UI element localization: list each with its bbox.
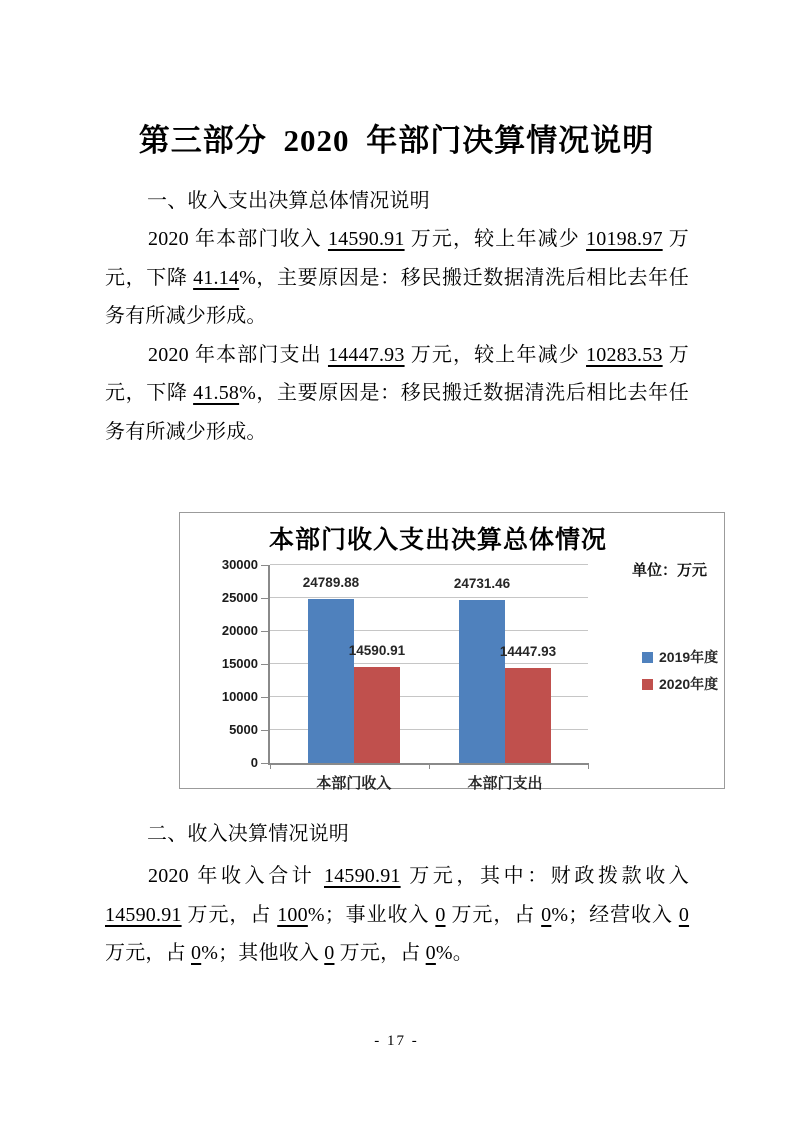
- y-axis-tick-label: 30000: [221, 557, 258, 572]
- page-title: 第三部分 2020 年部门决算情况说明: [138, 122, 655, 158]
- section-2-heading: 二、收入决算情况说明: [147, 823, 349, 845]
- legend-swatch-icon: [642, 652, 653, 663]
- bar-group: [302, 575, 406, 763]
- x-tick-mark: [270, 763, 271, 769]
- underlined-value: 0: [191, 942, 202, 965]
- y-tick-mark: [261, 664, 268, 665]
- y-axis-tick-label: 20000: [221, 623, 258, 638]
- section-2-body: [105, 857, 689, 973]
- legend-label: 2020年度: [659, 676, 719, 692]
- section-1-body: [105, 220, 689, 452]
- section-1-heading: 一、收入支出决算总体情况说明: [147, 190, 430, 212]
- text-run: %，主要原因是：移民搬迁数据清洗后相比去年任务有所减少形成。: [105, 266, 690, 328]
- y-tick-mark: [261, 598, 268, 599]
- bar-2019年度: [308, 599, 354, 763]
- paragraph-revenue-detail: [105, 857, 689, 973]
- y-tick-mark: [261, 565, 268, 566]
- text-run: 万元，其中：财政拨款收入: [400, 865, 689, 887]
- text-run: 万元，占: [105, 942, 191, 965]
- bar-2020年度: [505, 668, 551, 763]
- paragraph-income: [105, 220, 689, 336]
- y-axis-tick-label: 10000: [221, 689, 258, 704]
- underlined-value: 0: [324, 942, 335, 965]
- text-run: 万元，较上年减少: [404, 343, 587, 366]
- y-tick-mark: [261, 631, 268, 632]
- chart-unit-label: 单位：万元: [632, 562, 708, 579]
- underlined-value: 0: [541, 903, 552, 926]
- text-run: 2020 年收入合计: [148, 865, 324, 887]
- text-run: %，主要原因是：移民搬迁数据清洗后相比去年任务有所减少形成。: [105, 382, 690, 443]
- bar-value-label: 14590.91: [348, 642, 406, 658]
- bar-value-label: 14447.93: [499, 643, 557, 659]
- chart-title: 本部门收入支出决算总体情况: [268, 526, 607, 554]
- text-run: %。: [435, 942, 473, 965]
- text-run: %；其他收入: [201, 942, 325, 965]
- bar-group: [453, 575, 557, 763]
- text-run: 万元，占: [181, 903, 278, 926]
- underlined-value: 10283.53: [586, 343, 663, 366]
- legend-swatch-icon: [642, 679, 653, 690]
- page-number: - 17 -: [374, 1033, 419, 1049]
- x-tick-mark: [429, 763, 430, 769]
- bar-slot: [499, 643, 557, 763]
- underlined-value: 41.58: [193, 382, 240, 405]
- underlined-value: 41.14: [193, 266, 240, 289]
- text-run: %；事业收入: [307, 903, 436, 926]
- text-run: 万元，占: [334, 942, 426, 965]
- category-label: 本部门收入: [316, 775, 392, 792]
- section-1: [105, 182, 689, 221]
- text-run: 万元，下降: [105, 343, 690, 405]
- bar-slot: [453, 575, 511, 763]
- category-label: 本部门支出: [467, 775, 543, 792]
- bar-2019年度: [459, 600, 505, 763]
- underlined-value: 14590.91: [327, 228, 405, 250]
- text-run: 万元，下降: [105, 228, 690, 289]
- y-axis-tick-label: 25000: [221, 590, 258, 605]
- underlined-value: 14590.91: [105, 903, 182, 926]
- y-gridline: [270, 564, 588, 565]
- y-axis-tick-label: 15000: [221, 656, 258, 671]
- underlined-value: 100: [277, 903, 308, 926]
- bar-2020年度: [354, 667, 400, 763]
- chart-plot-area: [221, 557, 588, 792]
- y-gridline: [270, 597, 588, 598]
- text-run: 2020 年本部门收入: [148, 228, 328, 250]
- legend-label: 2019年度: [659, 649, 719, 665]
- x-tick-mark: [588, 763, 589, 769]
- underlined-value: 0: [425, 942, 436, 965]
- bar-value-label: 24789.88: [302, 575, 360, 591]
- underlined-value: 14447.93: [327, 343, 405, 366]
- underlined-value: 14590.91: [324, 865, 401, 887]
- budget-bar-chart: [179, 512, 725, 792]
- legend-item: [642, 674, 718, 694]
- text-run: %；经营收入: [551, 903, 679, 926]
- y-axis-tick-label: 5000: [229, 722, 258, 737]
- underlined-value: 0: [678, 903, 690, 926]
- y-axis-tick-label: 0: [250, 755, 258, 770]
- text-run: 2020 年本部门支出: [148, 343, 328, 366]
- chart-legend: [642, 647, 718, 694]
- section-2: [105, 815, 689, 854]
- paragraph-expenditure: [105, 336, 689, 452]
- y-tick-mark: [261, 763, 268, 764]
- bar-value-label: 24731.46: [453, 575, 511, 591]
- bar-slot: [302, 575, 360, 763]
- text-run: 万元，较上年减少: [404, 228, 587, 250]
- legend-item: [642, 647, 718, 667]
- underlined-value: 0: [435, 903, 446, 926]
- y-tick-mark: [261, 730, 268, 731]
- text-run: 万元，占: [445, 903, 542, 926]
- y-tick-mark: [261, 697, 268, 698]
- bar-slot: [348, 642, 406, 763]
- underlined-value: 10198.97: [586, 228, 663, 250]
